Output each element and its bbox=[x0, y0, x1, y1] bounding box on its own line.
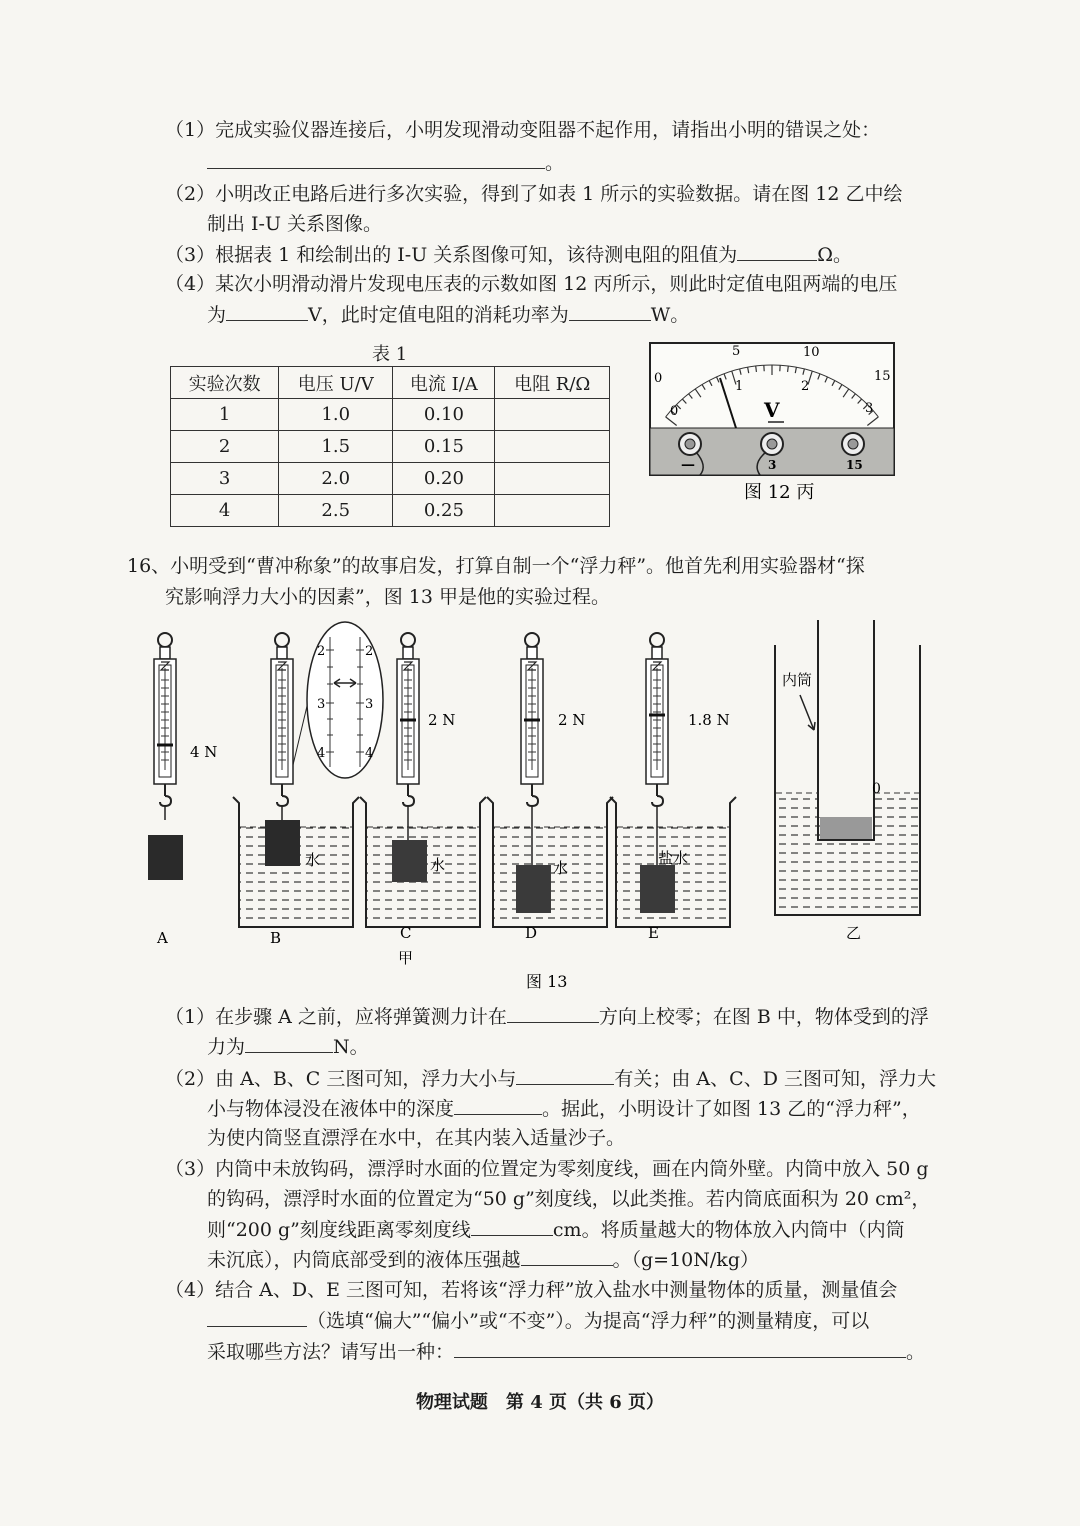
q15-part2 bbox=[165, 180, 903, 208]
object-block-e bbox=[640, 865, 675, 913]
zoom-tick-label: 3 bbox=[317, 697, 326, 712]
q15-part2-text: （2）小明改正电路后进行多次实验，得到了如表 1 所示的实验数据。请在图 12 乙中绘 bbox=[165, 183, 903, 205]
q15-part3 bbox=[165, 240, 852, 269]
q16-part3-text3: 则“200 g”刻度线距离零刻度线 bbox=[207, 1219, 471, 1241]
q16-part1 bbox=[165, 1002, 929, 1031]
terminal-label: 15 bbox=[846, 458, 863, 472]
q16-part1-text3: 力为 bbox=[207, 1036, 246, 1058]
reading-d: 2 N bbox=[558, 711, 586, 729]
zoom-tick-label: 4 bbox=[365, 746, 374, 761]
page-footer: 物理试题 第 4 页（共 6 页） bbox=[415, 1392, 665, 1413]
q15-part4 bbox=[165, 270, 897, 298]
q15-part4-cont bbox=[207, 300, 689, 329]
q16-part4-text3: 采取哪些方法？请写出一种： bbox=[207, 1341, 455, 1363]
q16-part4-end: 。 bbox=[906, 1341, 926, 1363]
table-cell-answer[interactable] bbox=[495, 399, 610, 431]
spring-scale-b bbox=[271, 633, 293, 806]
table-cell-answer[interactable] bbox=[495, 431, 610, 463]
object-block-c bbox=[392, 840, 427, 882]
q15-part2-cont bbox=[207, 210, 382, 238]
table-cell: 0.20 bbox=[393, 463, 495, 495]
reading-a: 4 N bbox=[190, 743, 218, 761]
table-row bbox=[171, 399, 610, 431]
zoom-tick-label: 2 bbox=[317, 644, 326, 659]
q16-part1-text2: 方向上校零；在图 B 中，物体受到的浮 bbox=[598, 1006, 929, 1028]
table-cell: 3 bbox=[171, 463, 279, 495]
q16-part3-cont bbox=[207, 1185, 930, 1213]
zero-mark: 0 bbox=[872, 781, 881, 797]
q16-part3-cont2 bbox=[207, 1215, 905, 1244]
q16-text2: 究影响浮力大小的因素”，图 13 甲是他的实验过程。 bbox=[165, 586, 610, 608]
q15-part1 bbox=[165, 116, 880, 144]
liquid-e: 盐水 bbox=[658, 849, 689, 867]
label-b: B bbox=[270, 929, 282, 947]
fig12-caption: 图 12 丙 bbox=[744, 482, 815, 503]
table-header: 电流 I/A bbox=[393, 367, 495, 399]
zoom-tick-label: 2 bbox=[365, 644, 374, 659]
q16-part2-text: （2）由 A、B、C 三图可知，浮力大小与 bbox=[165, 1068, 517, 1090]
scale-tick bbox=[756, 366, 757, 372]
answer-blank[interactable] bbox=[245, 1032, 333, 1053]
q16-text: 16、小明受到“曹冲称象”的故事启发，打算自制一个“浮力秤”。他首先利用实验器材“探 bbox=[127, 555, 865, 577]
table-cell: 0.10 bbox=[393, 399, 495, 431]
table-cell: 4 bbox=[171, 495, 279, 527]
table-row bbox=[171, 431, 610, 463]
bottom-scale-label: 1 bbox=[735, 379, 744, 394]
q16-intro bbox=[127, 552, 865, 580]
sand bbox=[820, 817, 872, 839]
zoom-tick-label: 3 bbox=[365, 697, 374, 712]
q16-part4-text: （4）结合 A、D、E 三图可知，若将该“浮力秤”放入盐水中测量物体的质量，测量值会 bbox=[165, 1279, 898, 1301]
q15-part4-end: W。 bbox=[650, 304, 690, 326]
reading-c: 2 N bbox=[428, 711, 456, 729]
answer-blank[interactable] bbox=[507, 1002, 599, 1023]
label-c: C bbox=[400, 924, 412, 942]
terminal-label: — bbox=[681, 457, 695, 473]
q16-part2-text2: 有关；由 A、C、D 三图可知，浮力大 bbox=[614, 1068, 936, 1090]
table-row bbox=[171, 495, 610, 527]
table-cell: 2.0 bbox=[279, 463, 393, 495]
q15-part4-text3: V，此时定值电阻的消耗功率为 bbox=[308, 304, 569, 326]
label-yi: 乙 bbox=[846, 924, 862, 942]
answer-blank[interactable] bbox=[569, 300, 651, 321]
terminal-screw bbox=[767, 439, 777, 449]
bottom-scale-label: 0 bbox=[670, 404, 679, 419]
inner-tube-label: 内筒 bbox=[782, 671, 813, 689]
table-row bbox=[171, 463, 610, 495]
voltmeter-unit: V bbox=[764, 398, 780, 422]
answer-blank[interactable] bbox=[516, 1064, 614, 1085]
q16-part2-text3: 小与物体浸没在液体中的深度 bbox=[207, 1098, 455, 1120]
q16-part3-cont3 bbox=[207, 1245, 759, 1274]
q15-part1-end: 。 bbox=[545, 152, 565, 174]
liquid-c: 水 bbox=[430, 856, 446, 874]
top-scale-label: 10 bbox=[803, 345, 820, 360]
q16-part2-cont bbox=[207, 1094, 921, 1123]
q16-part1-text: （1）在步骤 A 之前，应将弹簧测力计在 bbox=[165, 1006, 507, 1028]
label-arrow bbox=[800, 695, 814, 730]
q16-part2 bbox=[165, 1064, 936, 1093]
table-cell: 1.5 bbox=[279, 431, 393, 463]
table-cell: 2 bbox=[171, 431, 279, 463]
q16-part4-cont bbox=[207, 1306, 869, 1335]
q16-part3 bbox=[165, 1155, 929, 1183]
table-header-row bbox=[171, 367, 610, 399]
q15-part3-end: Ω。 bbox=[817, 244, 853, 266]
table-header: 电压 U/V bbox=[279, 367, 393, 399]
q16-part3-text4: cm。将质量越大的物体放入内筒中（内筒 bbox=[552, 1219, 905, 1241]
table-cell-answer[interactable] bbox=[495, 495, 610, 527]
liquid-b: 水 bbox=[305, 851, 321, 869]
figure-13 bbox=[130, 615, 960, 995]
table1 bbox=[170, 366, 610, 527]
answer-blank[interactable] bbox=[454, 1094, 542, 1115]
q16-intro-cont bbox=[165, 583, 610, 611]
table-header: 电阻 R/Ω bbox=[495, 367, 610, 399]
object-block-d bbox=[516, 865, 551, 913]
q16-part1-cont bbox=[207, 1032, 369, 1061]
q16-part4-cont2 bbox=[207, 1337, 925, 1366]
q16-part3-text2: 的钩码，漂浮时水面的位置定为“50 g”刻度线，以此类推。若内筒底面积为 20 cm²， bbox=[207, 1188, 931, 1210]
table1-title: 表 1 bbox=[372, 344, 408, 365]
q15-part3-text: （3）根据表 1 和绘制出的 I-U 关系图像可知，该待测电阻的阻值为 bbox=[165, 244, 738, 266]
terminal-screw bbox=[685, 439, 695, 449]
q16-part2-cont2 bbox=[207, 1124, 625, 1152]
answer-blank[interactable] bbox=[521, 1245, 613, 1266]
spring-scale-a bbox=[154, 633, 176, 806]
terminal-label: 3 bbox=[768, 458, 777, 472]
answer-blank[interactable] bbox=[207, 148, 545, 169]
q16-part2-text4: 。据此，小明设计了如图 13 乙的“浮力秤”， bbox=[542, 1098, 921, 1120]
q16-part3-text5: 未沉底），内筒底部受到的液体压强越 bbox=[207, 1249, 521, 1271]
answer-blank[interactable] bbox=[226, 300, 308, 321]
q15-part4-text2: 为 bbox=[207, 304, 227, 326]
voltmeter-figure bbox=[648, 340, 898, 510]
inner-tube-mask bbox=[818, 625, 874, 817]
terminal-screw bbox=[848, 439, 858, 449]
label-a: A bbox=[157, 929, 168, 947]
q15-part2-text2: 制出 I-U 关系图像。 bbox=[207, 213, 383, 235]
bottom-scale-label: 3 bbox=[865, 401, 874, 416]
q16-part4-text2: （选填“偏大”“偏小”或“不变”）。为提高“浮力秤”的测量精度，可以 bbox=[307, 1310, 870, 1332]
answer-blank[interactable] bbox=[471, 1215, 553, 1236]
table-cell: 2.5 bbox=[279, 495, 393, 527]
table-header: 实验次数 bbox=[171, 367, 279, 399]
fig13-caption: 图 13 bbox=[526, 972, 568, 991]
q16-part3-text6: 。（g=10N/kg） bbox=[612, 1249, 759, 1271]
label-d: D bbox=[525, 924, 538, 942]
spring-scale-e bbox=[646, 633, 668, 806]
answer-blank[interactable] bbox=[207, 1306, 307, 1327]
label-jia: 甲 bbox=[398, 949, 414, 967]
table-cell: 1.0 bbox=[279, 399, 393, 431]
scale-tick bbox=[788, 366, 789, 372]
bottom-scale-label: 2 bbox=[801, 379, 810, 394]
table-cell-answer[interactable] bbox=[495, 463, 610, 495]
q15-part4-text: （4）某次小明滑动滑片发现电压表的示数如图 12 丙所示，则此时定值电阻两端的电压 bbox=[165, 273, 898, 295]
q16-part3-text: （3）内筒中未放钩码，漂浮时水面的位置定为零刻度线，画在内筒外壁。内筒中放入 50 g bbox=[165, 1158, 929, 1180]
answer-blank[interactable] bbox=[737, 240, 817, 261]
table-cell: 0.25 bbox=[393, 495, 495, 527]
top-scale-label: 0 bbox=[654, 371, 663, 386]
table-cell: 1 bbox=[171, 399, 279, 431]
label-e: E bbox=[648, 924, 659, 942]
table-cell: 0.15 bbox=[393, 431, 495, 463]
q16-part2-text5: 为使内筒竖直漂浮在水中，在其内装入适量沙子。 bbox=[207, 1127, 626, 1149]
q15-part1-answer-line bbox=[207, 148, 564, 177]
reading-e: 1.8 N bbox=[688, 711, 730, 729]
liquid-d: 水 bbox=[553, 859, 569, 877]
q16-part4 bbox=[165, 1276, 897, 1304]
object-block-b bbox=[265, 820, 300, 866]
zoom-tick-label: 4 bbox=[317, 746, 326, 761]
top-scale-label: 15 bbox=[874, 369, 891, 384]
top-scale-label: 5 bbox=[732, 344, 741, 359]
answer-blank[interactable] bbox=[454, 1337, 906, 1358]
q15-part1-text: （1）完成实验仪器连接后，小明发现滑动变阻器不起作用，请指出小明的错误之处： bbox=[165, 119, 881, 141]
q16-part1-end: N。 bbox=[333, 1036, 369, 1058]
object-block-a bbox=[148, 835, 183, 880]
